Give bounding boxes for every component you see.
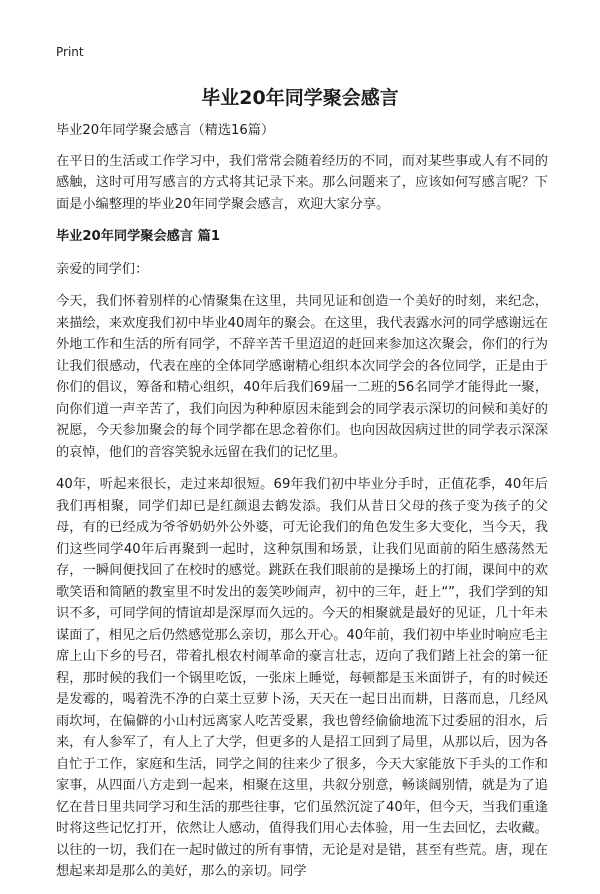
intro-paragraph: 在平日的生活或工作学习中，我们常常会随着经历的不同，而对某些事或人有不同的感触，这时可用写感言的方式将其记录下来。那么问题来了，应该如何写感言呢？下面是小编整理的毕业20年同学聚会感言，欢迎大家分享。 [56,153,548,212]
article-subtitle: 毕业20年同学聚会感言（精选16篇） [56,123,275,138]
section-heading: 毕业20年同学聚会感言 篇1 [56,229,220,244]
article-body [56,120,548,894]
print-link[interactable]: Print [56,45,84,59]
body-paragraph: 40年，听起来很长，走过来却很短。69年我们初中毕业分手时，正值花季，40年后我们再相聚，同学们却已是红颜退去鹤发添。我们从昔日父母的孩子变为孩子的父母，有的已经成为爷爷奶奶外公外婆，可无论我们的角色发生多大变化，当今天，我们这些同学40年后再聚到一起时，这种氛围和场景，让我们见面前的陌生感荡然无存，一瞬间便找回了在校时的感觉。跳跃在我们眼前的是操场上的打闹，课间中的欢歌笑语和简陋的教室里不时发出的轰笑吵闹声，初中的三年，赶上“”，我们学到的知识不多，可同学间的情谊却是深厚而久远的。今天的相聚就是最好的见证，几十年未谋面了，相见之后仍然感觉那么亲切，那么开心。40年前，我们初中毕业时响应毛主席上山下乡的号召，带着扎根农村闹革命的豪言壮志，迈向了我们踏上社会的第一征程，那时候的我们一个锅里吃饭，一张床上睡觉，每顿都是玉米面饼子，有的时候还是发霉的，喝着洗不净的白菜土豆萝卜汤，天天在一起日出而耕，日落而息，几经风雨坎坷，在偏僻的小山村远离家人吃苦受累，我也曾经偷偷地流下过委屈的泪水，后来，有人参军了，有人上了大学，但更多的人是招工回到了局里，从那以后，因为各自忙于工作，家庭和生活，同学之间的往来少了很多，今天大家能放下手头的工作和家事，从四面八方走到一起来，相聚在这里，共叙分别意，畅谈阔别情，就是为了追忆在昔日里共同学习和生活的那些往事，它们虽然沉淀了40年，但今天，当我们重逢时将这些记忆打开，依然让人感动，值得我们用心去体验，用一生去回忆，去收藏。以往的一切，我们在一起时做过的所有事情，无论是对是错，甚至有些荒。唐，现在想起来却是那么的美好，那么的亲切。同学 [56,477,548,879]
greeting: 亲爱的同学们： [56,261,149,277]
body-paragraph: 今天，我们怀着别样的心情聚集在这里，共同见证和创造一个美好的时刻，来纪念，来描绘，来欢度我们初中毕业40周年的聚会。在这里，我代表露水河的同学感谢远在外地工作和生活的所有同学，不辞辛苦千里迢迢的赶回来参加这次聚会，你们的行为让我们很感动，代表在座的全体同学感谢精心组织本次同学会的各位同学，正是由于你们的倡议，筹备和精心组织，40年后我们69届一二班的56名同学才能得此一聚，向你们道一声辛苦了，我们向因为种种原因未能到会的同学表示深切的问候和美好的祝愿，今天参加聚会的每个同学都在思念着你们。也向因故因病过世的同学表示深深的哀悼，他们的音容笑貌永远留在我们的记忆里。 [56,294,548,460]
page-title: 毕业20年同学聚会感言 [201,87,399,109]
